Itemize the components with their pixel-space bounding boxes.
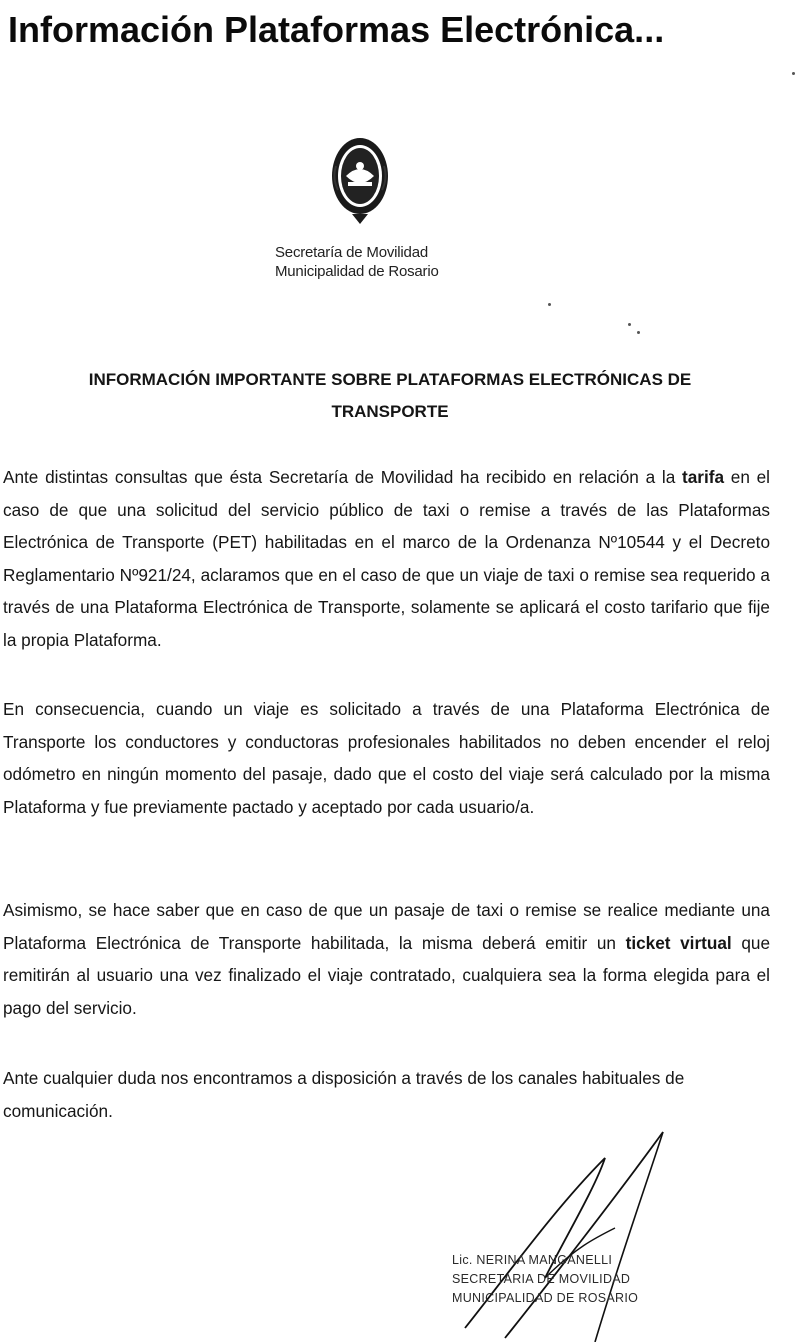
scan-speck bbox=[548, 303, 551, 306]
document-title-line: INFORMACIÓN IMPORTANTE SOBRE PLATAFORMAS ELECTRÓNICAS DE bbox=[88, 370, 692, 389]
signatory-role: SECRETARIA DE MOVILIDAD bbox=[452, 1272, 631, 1286]
text-run: en el caso de que una solicitud del servicio público de taxi o remise a través de las Plataformas Electrónica de Transporte (PET) habilitadas en el marco de la Ordenanza Nº10544 y el Decreto Reglamentario Nº921/24, aclaramos que en el caso de que un viaje de taxi o remise sea requerido a través de una Plataforma Electrónica de Transporte, solamente se aplicará el costo tarifario que fije la propia Plataforma. bbox=[3, 467, 770, 650]
paragraph-tariff bbox=[3, 461, 770, 657]
signatory-organization: MUNICIPALIDAD DE ROSARIO bbox=[452, 1291, 639, 1305]
letterhead bbox=[275, 243, 439, 281]
letterhead-municipality: Municipalidad de Rosario bbox=[275, 263, 439, 280]
handwritten-signature bbox=[445, 1128, 675, 1342]
paragraph-contact: Ante cualquier duda nos encontramos a disposición a través de los canales habituales de comunicación. bbox=[3, 1068, 685, 1121]
document-title bbox=[30, 364, 750, 428]
signatory-block bbox=[452, 1251, 638, 1308]
paragraph-ticket bbox=[3, 894, 770, 1024]
bold-text-tarifa: tarifa bbox=[682, 467, 725, 487]
text-run: que remitirán al usuario una vez finalizado el viaje contratado, cualquiera sea la forma elegida para el pago del servicio. bbox=[3, 932, 770, 1018]
scan-speck bbox=[792, 72, 795, 75]
rosario-coat-of-arms-icon bbox=[328, 136, 392, 226]
signatory-name: Lic. NERINA MANGANELLI bbox=[452, 1253, 613, 1267]
document-title-line: TRANSPORTE bbox=[331, 402, 449, 421]
text-run: Ante distintas consultas que ésta Secretaría de Movilidad ha recibido en relación a la bbox=[3, 467, 682, 487]
letterhead-secretariat: Secretaría de Movilidad bbox=[275, 244, 428, 261]
bold-text-ticket-virtual: ticket virtual bbox=[625, 932, 732, 953]
scan-speck bbox=[628, 323, 631, 326]
paragraph-odometer: En consecuencia, cuando un viaje es solicitado a través de una Plataforma Electrónica de Transporte los conductores y conductoras profesionales habilitados no deben encender el reloj odómetro en ningún momento del pasaje, dado que el costo del viaje será calculado por la misma Plataforma y fue previamente pactado y aceptado por cada usuario/a. bbox=[3, 699, 770, 817]
scan-speck bbox=[637, 331, 640, 334]
text-run: Asimismo, se hace saber que en caso de que un pasaje de taxi o remise se realice mediante una Plataforma Electrónica de Transporte habilitada, la misma deberá emitir un bbox=[3, 900, 770, 953]
page-title: Información Plataformas Electrónica... bbox=[8, 9, 665, 50]
